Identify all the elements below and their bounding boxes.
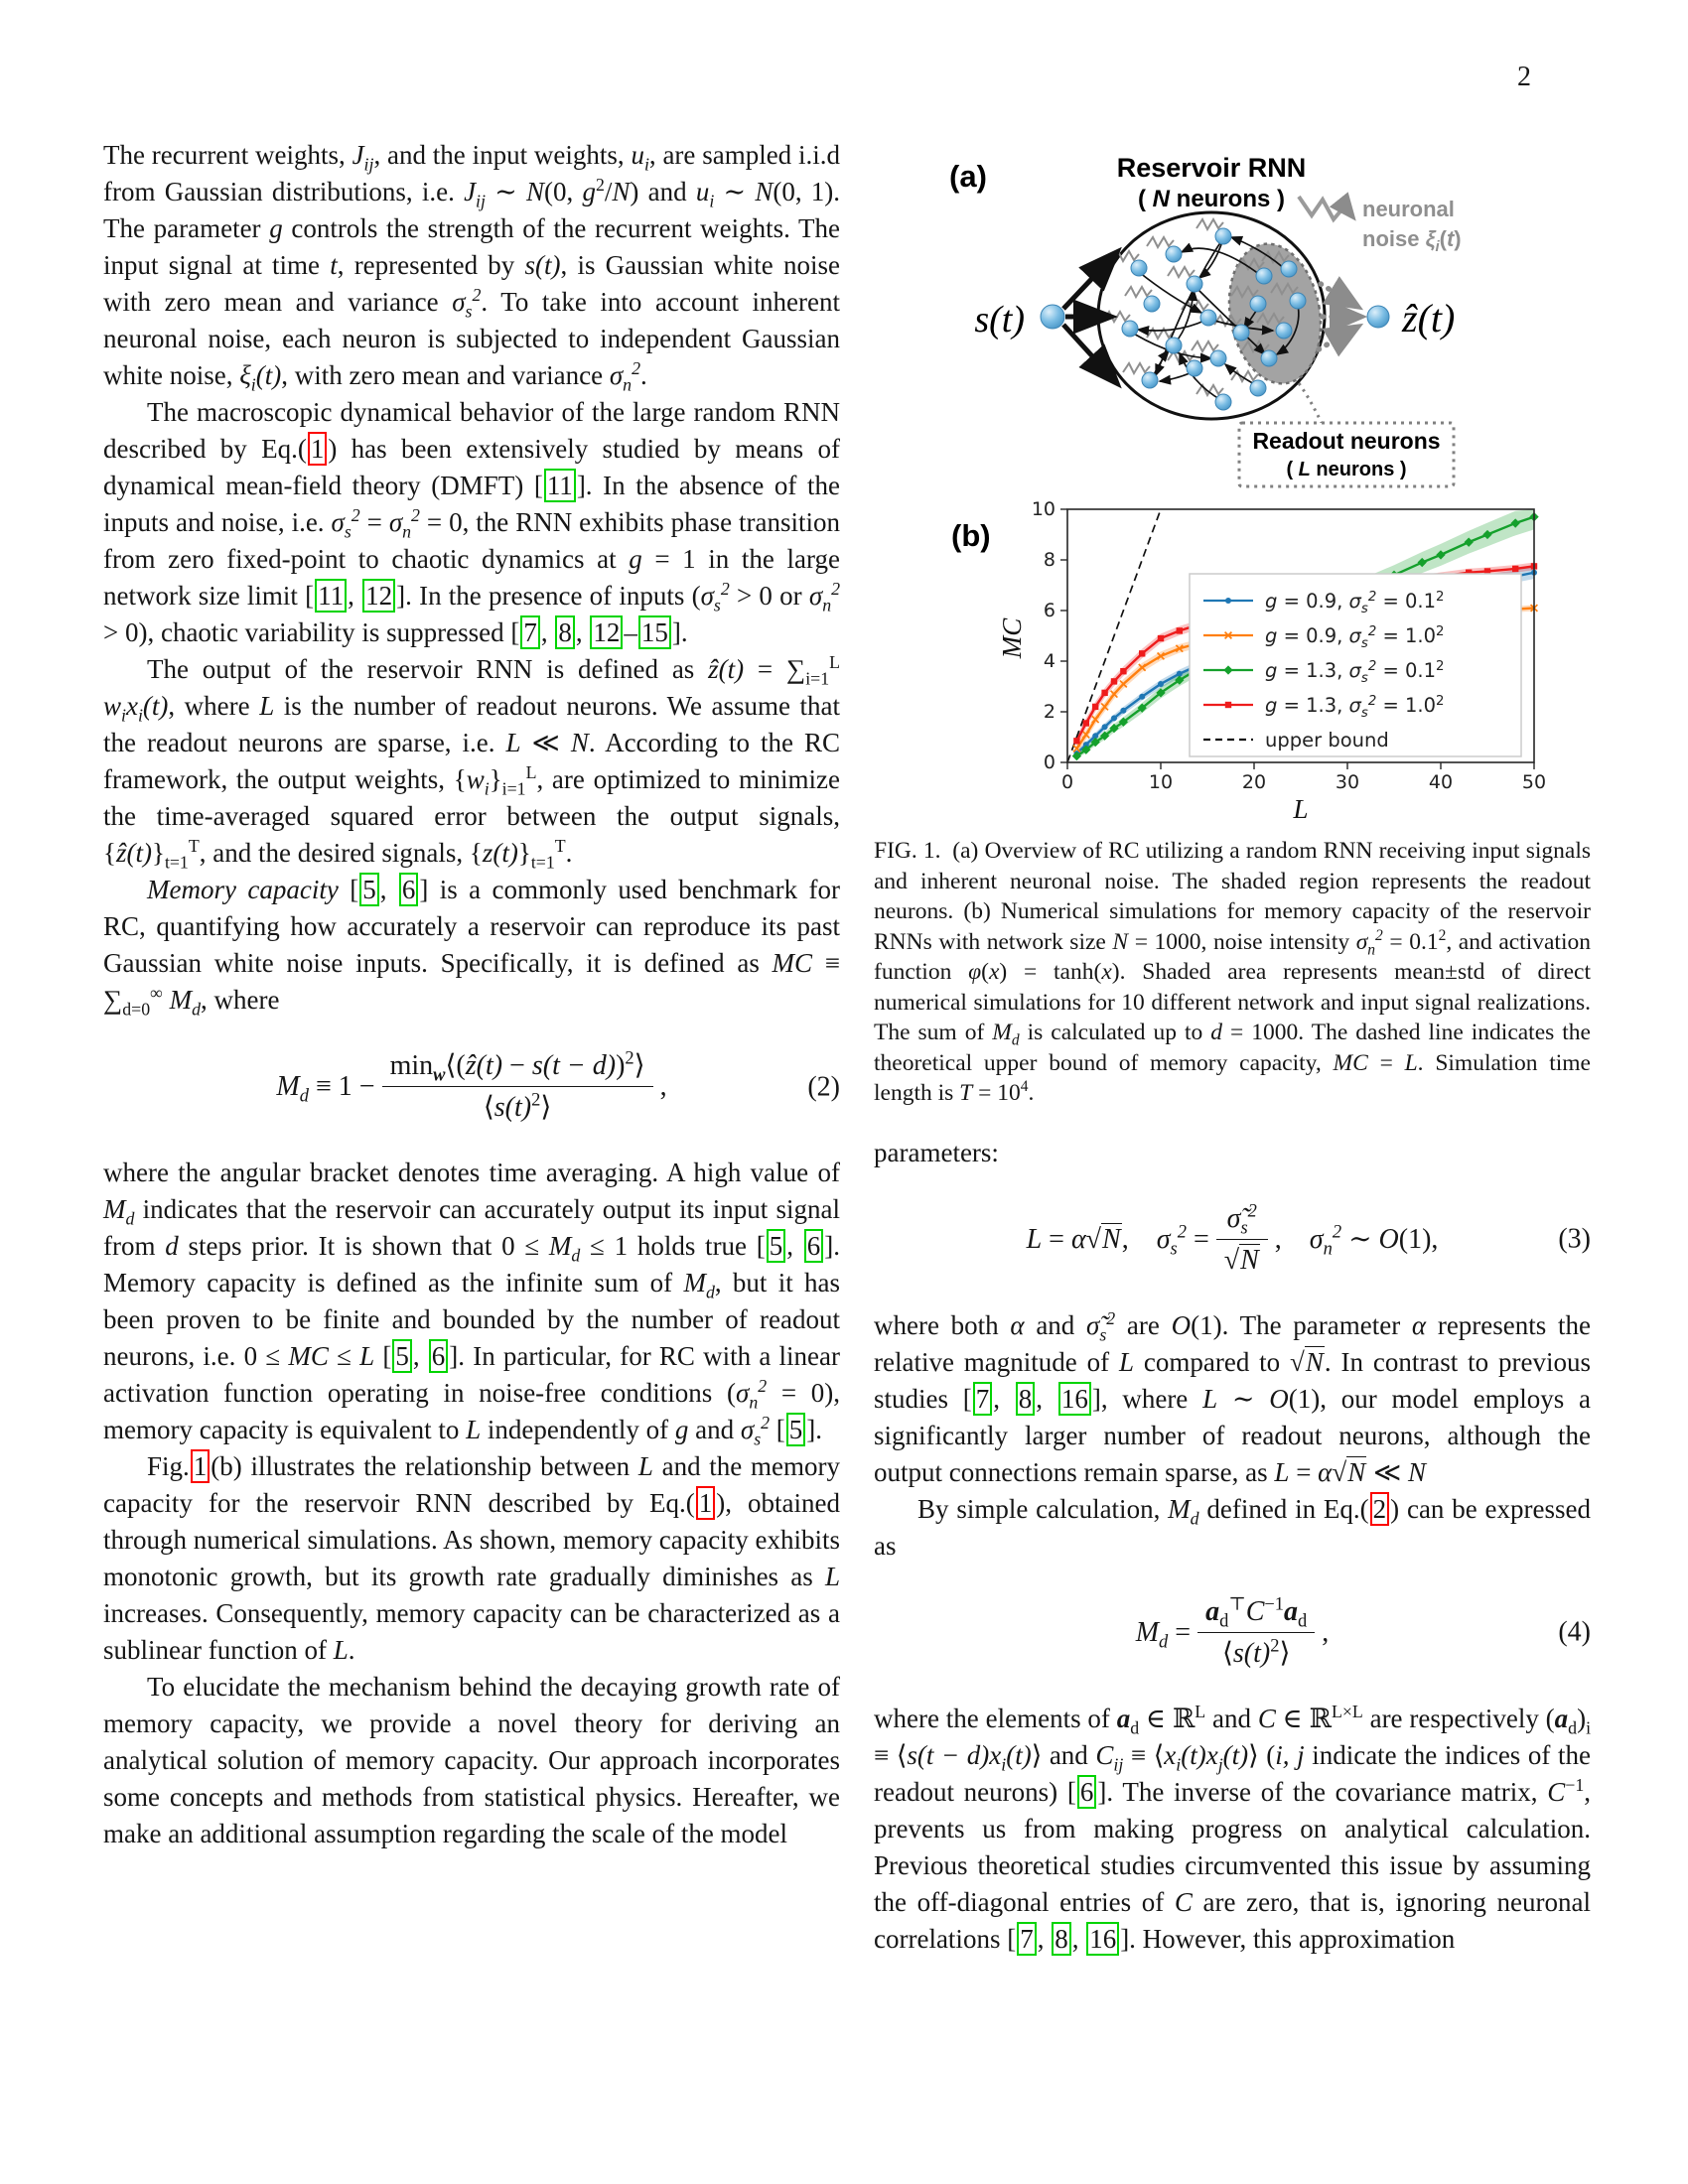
text-run: ,	[540, 617, 555, 647]
text-run: ]. The inverse of the covariance matrix, $C^{-1}$, prevents us from making progress on analytical calculation. Previous theoretical studies circumvented this issue by assuming the off-diagonal entries of C are zero, that is, ignoring neuronal correlations [	[874, 1774, 1591, 1954]
series-marker-0	[1139, 694, 1145, 700]
text-run: Memory capacity [	[147, 875, 359, 904]
legend-marker	[1225, 702, 1231, 708]
right-column	[874, 137, 1591, 1958]
readout-arrows	[1319, 284, 1359, 349]
neuron-icon	[1187, 360, 1202, 376]
neuron-icon	[1281, 261, 1297, 277]
series-marker-0	[1111, 715, 1117, 721]
series-marker-3	[1120, 668, 1126, 674]
neuron-icon	[1131, 260, 1147, 276]
series-marker-3	[1158, 635, 1164, 641]
figure-1-caption	[874, 836, 1591, 1109]
x-tick-label: 20	[1241, 771, 1267, 793]
neuron-icon	[1144, 296, 1160, 312]
input-node	[1041, 305, 1064, 329]
readout-box-title: Readout neurons	[1252, 428, 1441, 454]
noise-label-1: neuronal	[1362, 197, 1455, 221]
text-run: By simple calculation, $M_d$ defined in Eq.(	[917, 1493, 1369, 1528]
neuron-icon	[1215, 228, 1231, 244]
equation-ref-link[interactable]: 1	[696, 1486, 716, 1520]
noise-zigzag-icon	[1299, 197, 1352, 219]
series-marker-0	[1120, 708, 1126, 714]
output-signal-label: ẑ(t)	[1402, 296, 1456, 341]
citation-link[interactable]: 15	[638, 615, 671, 649]
legend-marker	[1225, 598, 1231, 604]
text-run: ,	[1037, 1923, 1052, 1954]
neuron-icon	[1122, 321, 1138, 337]
neuron-icon	[1166, 338, 1182, 353]
neuron-icon	[1233, 325, 1249, 341]
text-run: –	[624, 617, 637, 647]
reservoir-subtitle: ( N neurons )	[1137, 186, 1286, 212]
output-node	[1367, 306, 1389, 328]
text-run: ) has been extensively studied by means of dynamical mean-field theory (DMFT) [	[103, 434, 840, 500]
neuron-icon	[1142, 372, 1158, 388]
series-marker-3	[1083, 720, 1089, 726]
citation-link[interactable]: 11	[315, 579, 347, 613]
paragraph	[103, 651, 840, 872]
left-column-text	[103, 137, 840, 1852]
text-run: ,	[348, 581, 362, 611]
reservoir-title: Reservoir RNN	[1116, 153, 1307, 183]
text-run: parameters:	[874, 1137, 999, 1167]
text-run: The macroscopic dynamical behavior of the large random RNN described by Eq.(	[103, 397, 840, 464]
citation-link[interactable]: 11	[544, 469, 576, 502]
neuron-icon	[1290, 293, 1306, 309]
legend-label: g = 1.3, $\sigma_s^2 = 1.0^2$	[1265, 694, 1445, 721]
equation-eq2: $M_d \equiv 1$ − $\frac{\min_w⟨(ẑ(t) - s(t - d))^2⟩}{⟨s(t)^2⟩}$ , (2)	[276, 1047, 840, 1123]
legend-label: g = 0.9, $\sigma_s^2 = 1.0^2$	[1265, 624, 1445, 651]
text-run: ,	[1036, 1383, 1057, 1414]
citation-link[interactable]: 6	[804, 1229, 824, 1263]
paragraph	[103, 394, 840, 651]
y-tick-label: 4	[1043, 650, 1055, 672]
text-run: ,	[993, 1383, 1015, 1414]
text-run: where the angular bracket denotes time averaging. A high value of $M_d$ indicates that the reservoir can accurately output its input signal from d steps prior. It is shown that $0 \le M_d \le 1$ holds true [	[103, 1158, 840, 1266]
y-tick-label: 8	[1043, 549, 1055, 571]
y-tick-label: 2	[1043, 701, 1055, 723]
x-tick-label: 0	[1060, 771, 1074, 793]
panel-a-label: (a)	[949, 159, 987, 194]
x-tick-label: 30	[1335, 771, 1360, 793]
citation-link[interactable]: 5	[786, 1413, 806, 1446]
neuron-icon	[1215, 394, 1231, 410]
text-run: ]. However, this approximation	[1120, 1923, 1456, 1954]
text-run: ], where L ∼ O(1), our model employs a significantly larger number of readout neurons, although the output connections remain sparse, as L = α√N ≪ N	[874, 1383, 1592, 1487]
paragraph	[103, 137, 840, 394]
citation-link[interactable]: 8	[555, 615, 575, 649]
text-run: ,	[1071, 1923, 1086, 1954]
text-run: FIG. 1. (a) Overview of RC utilizing a random RNN receiving input signals and inherent neuronal noise. The shaded region represents the readout neurons. (b) Numerical simulations for memory capacity of the reservoir RNNs with network size N = 1000, noise intensity $\sigma_n^2 = 0.1^2$, and activation function φ(x) = tanh(x). Shaded area represents mean±std of direct numerical simulations for 10 different network and input signal realizations. The sum of $M_d$ is calculated up to d = 1000. The dashed line indicates the theoretical upper bound of memory capacity, MC = L. Simulation time length is $T = 10^4$.	[874, 838, 1591, 1106]
figure-1	[874, 137, 1591, 824]
neuron-icon	[1187, 276, 1202, 292]
text-run: ]. In the absence of the inputs and noise, i.e. $\sigma_s^2 = \sigma_n^2 = 0$, the RNN exhibits phase transition from zero fixed-point to chaotic dynamics at g = 1 in the large network size limit [	[103, 471, 841, 611]
equation-ref-link[interactable]: 1	[191, 1449, 211, 1483]
series-marker-3	[1073, 738, 1079, 744]
text-run: ]. In the presence of inputs ($\sigma_s^2 > 0$ or $\sigma_n^2 > 0$), chaotic variability is suppressed [	[103, 579, 841, 647]
text-run: ]. Memory capacity is defined as the infinite sum of $M_d$, but it has been proven to be finite and bounded by the number of readout neurons, i.e. 0 ≤ MC ≤ L [	[103, 1231, 840, 1371]
citation-link[interactable]: 16	[1086, 1922, 1119, 1956]
series-marker-0	[1102, 724, 1108, 730]
equation-ref-link[interactable]: 2	[1370, 1492, 1390, 1526]
text-run: ,	[379, 875, 398, 904]
figure-1a-diagram	[874, 137, 1591, 494]
text-run: (b) illustrates the relationship between L and the memory capacity for the reservoir RNN described by Eq.(	[103, 1451, 841, 1518]
readout-leader-line	[1299, 383, 1323, 425]
text-run: ].	[806, 1415, 823, 1444]
neuron-icon	[1261, 350, 1277, 366]
text-run: ] is a commonly used benchmark for RC, quantifying how accurately a reservoir can reproduce its past Gaussian white noise inputs. Specifically, it is defined as MC ≡ $\sum_{d=0}^\infty$ $M_d$, where	[103, 875, 841, 1020]
citation-link[interactable]: 5	[359, 873, 379, 906]
page-number: 2	[1517, 62, 1531, 92]
input-signal-label: s(t)	[974, 299, 1025, 341]
neuron-icon	[1250, 380, 1266, 396]
citation-link[interactable]: 16	[1058, 1382, 1091, 1416]
equation-number: (3)	[1558, 1223, 1591, 1255]
equation-eq3: L = α√N, $\sigma_s^2$ = $\frac{\sigmã_s^2}{√N}$ , $\sigma_n^2$ ∼ O(1), (3)	[1026, 1200, 1591, 1276]
neuron-icon	[1250, 296, 1266, 312]
x-tick-label: 40	[1428, 771, 1454, 793]
citation-link[interactable]: 12	[362, 579, 395, 613]
y-axis-label: MC	[997, 617, 1027, 659]
series-marker-3	[1512, 566, 1518, 572]
text-run: ]. In particular, for RC with a linear activation function operating in noise-free conditions $(\sigma_n^2 = 0)$, memory capacity is equivalent to L independently of g and $\sigma_s^2$ [	[103, 1341, 840, 1449]
neuron-icon	[1210, 350, 1226, 366]
legend-label: g = 0.9, $\sigma_s^2 = 0.1^2$	[1265, 590, 1445, 616]
equation-number: (2)	[807, 1071, 840, 1102]
equation-eq4: $M_d$ = $\frac{a_d^⊤C^{-1}a_d}{⟨s(t)^2⟩}$ , (4)	[1135, 1593, 1591, 1669]
neuron-icon	[1200, 310, 1216, 326]
paragraph	[874, 1307, 1591, 1491]
equation-ref-link[interactable]: 1	[308, 432, 328, 466]
equation-number: (4)	[1558, 1616, 1591, 1648]
text-run: ) can be expressed as	[874, 1493, 1591, 1561]
citation-link[interactable]: 7	[973, 1382, 993, 1416]
paragraph	[103, 1669, 840, 1852]
series-marker-3	[1101, 690, 1107, 696]
x-tick-label: 10	[1148, 771, 1174, 793]
paragraph	[874, 1491, 1591, 1565]
series-marker-3	[1111, 678, 1117, 684]
text-run: ), obtained through numerical simulations. As shown, memory capacity exhibits monotonic growth, but its growth rate gradually diminishes as L increases. Consequently, memory capacity can be characterized as a sublinear function of L.	[103, 1488, 840, 1665]
citation-link[interactable]: 7	[520, 615, 540, 649]
paragraph	[103, 1155, 840, 1448]
neuron-icon	[1166, 246, 1182, 262]
y-tick-label: 6	[1043, 600, 1055, 621]
paragraph	[103, 872, 840, 1019]
legend-label: upper bound	[1265, 729, 1389, 751]
x-axis-label: L	[1293, 794, 1309, 824]
citation-link[interactable]: 5	[392, 1339, 412, 1373]
y-tick-label: 0	[1043, 751, 1055, 773]
readout-box-subtitle: ( L neurons )	[1286, 459, 1407, 480]
text-run: where both α and $\sigmã_s^2$ are O(1). The parameter α represents the relative magnitude of L compared to √N. In contrast to previous studies [	[874, 1307, 1591, 1414]
text-run: ,	[412, 1341, 428, 1371]
text-run: The recurrent weights, $J_{ij}$, and the input weights, $u_i$, are sampled i.i.d from Gaussian distributions, i.e. $J_{ij}$ ∼ N(0, $g^2/N$) and $u_i$ ∼ N(0, 1). The parameter g controls the strength of the recurrent weights. The input signal at time t, represented by s(t), is Gaussian white noise with zero mean and variance $\sigma_s^2$. To take into account inherent neuronal noise, each neuron is subjected to independent Gaussian white noise, $\xi_i(t)$, with zero mean and variance $\sigma_n^2$.	[103, 140, 841, 395]
left-column	[103, 137, 840, 1852]
citation-link[interactable]: 6	[1077, 1775, 1097, 1809]
citation-link[interactable]: 6	[429, 1339, 449, 1373]
text-run: The output of the reservoir RNN is defined as ẑ(t) = $\sum_{i=1}^L$ $w_ix_i(t)$, where L is the number of readout neurons. We assume that the readout neurons are sparse, i.e. L ≪ N. According to the RC framework, the output weights, $\{w_i\}_{i=1}^L$, are optimized to minimize the time-averaged squared error between the output signals, $\{ẑ(t)\}_{t=1}^T$, and the desired signals, $\{z(t)\}_{t=1}^T$.	[103, 652, 840, 873]
citation-link[interactable]: 12	[590, 615, 623, 649]
text-run: where the elements of $a_d$ ∈ ℝ$^L$ and C ∈ ℝ$^{L\times L}$ are respectively $(a_d)_i$ ≡ ⟨s(t − $d)x_i(t)⟩$ and $C_{ij}$ ≡ $⟨x_i(t)x_j(t)⟩$ (i, j indicate the indices of the readout neurons) [	[874, 1701, 1592, 1807]
figure-1b-chart	[874, 494, 1591, 824]
right-column-text	[874, 1135, 1591, 1958]
neuron-icon	[1256, 268, 1272, 284]
text-run: ,	[575, 617, 590, 647]
panel-b-label: (b)	[951, 518, 991, 553]
series-marker-0	[1158, 681, 1164, 687]
text-run: Fig.	[147, 1451, 190, 1481]
paragraph	[874, 1135, 1591, 1171]
series-marker-3	[1139, 650, 1145, 656]
noise-label-2: noise $\xi_i(t)$	[1362, 226, 1462, 255]
text-run: ].	[671, 617, 688, 647]
paragraph	[103, 1448, 840, 1669]
paragraph	[874, 1701, 1591, 1958]
citation-link[interactable]: 7	[1017, 1922, 1037, 1956]
legend-label: g = 1.3, $\sigma_s^2 = 0.1^2$	[1265, 659, 1445, 686]
series-marker-3	[1177, 627, 1183, 633]
series-marker-3	[1092, 704, 1098, 710]
x-tick-label: 50	[1521, 771, 1547, 793]
citation-link[interactable]: 8	[1016, 1382, 1036, 1416]
neuron-icon	[1276, 323, 1292, 339]
y-tick-label: 10	[1031, 498, 1055, 520]
text-run: ,	[786, 1231, 803, 1261]
citation-link[interactable]: 6	[399, 873, 419, 906]
citation-link[interactable]: 8	[1052, 1922, 1071, 1956]
citation-link[interactable]: 5	[767, 1229, 786, 1263]
text-run: To elucidate the mechanism behind the decaying growth rate of memory capacity, we provide a novel theory for deriving an analytical solution of memory capacity. Our approach incorporates some concepts and methods from statistical physics. Hereafter, we make an additional assumption regarding the scale of the model	[103, 1672, 840, 1848]
